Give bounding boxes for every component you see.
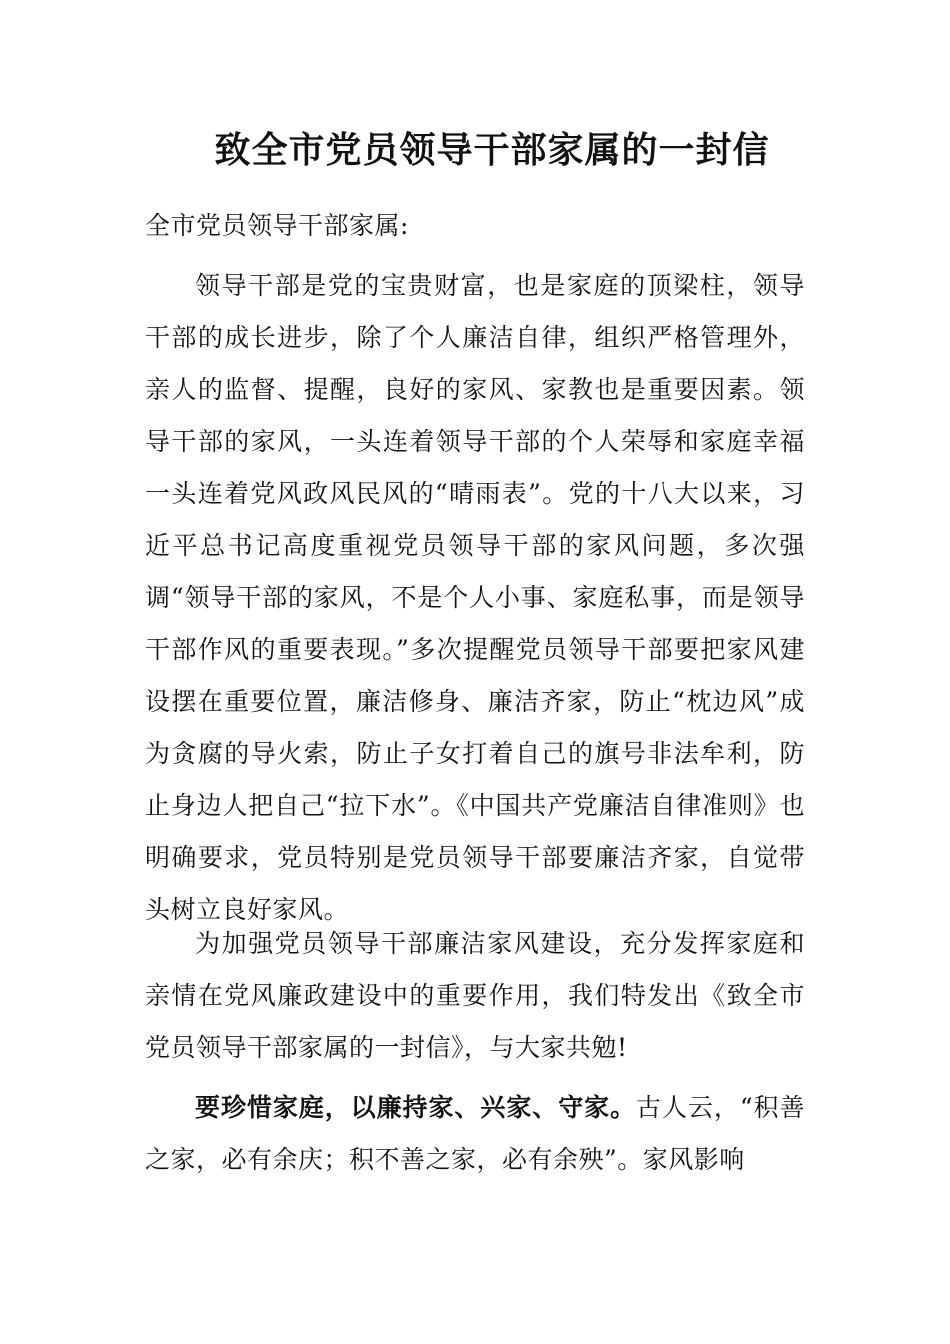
paragraph-3-text: 古人云，“积善之家，必有余庆；积不善之家，必有余殃”。家风影响 xyxy=(145,1093,805,1174)
salutation: 全市党员领导干部家属: xyxy=(145,211,409,240)
paragraph-3-heading: 要珍惜家庭，以廉持家、兴家、守家。 xyxy=(195,1093,637,1122)
paragraph-3 xyxy=(145,1082,805,1186)
document-title: 致全市党员领导干部家属的一封信 xyxy=(214,129,770,171)
paragraph-2: 为加强党员领导干部廉洁家风建设，充分发挥家庭和亲情在党风廉政建设中的重要作用，我们特发出《致全市党员领导干部家属的一封信》，与大家共勉! xyxy=(145,929,805,1062)
paragraph-1: 领导干部是党的宝贵财富，也是家庭的顶梁柱，领导干部的成长进步，除了个人廉洁自律，组织严格管理外，亲人的监督、提醒，良好的家风、家教也是重要因素。领导干部的家风，一头连着领导干部的个人荣辱和家庭幸福一头连着党风政风民风的“晴雨表”。党的十八大以来，习近平总书记高度重视党员领导干部的家风问题，多次强调“领导干部的家风，不是个人小事、家庭私事，而是领导干部作风的重要表现。”多次提醒党员领导干部要把家风建设摆在重要位置，廉洁修身、廉洁齐家，防止“枕边风”成为贪腐的导火索，防止子女打着自己的旗号非法牟利，防止身边人把自己“拉下水”。《中国共产党廉洁自律准则》也明确要求，党员特别是党员领导干部要廉洁齐家，自觉带头树立良好家风。 xyxy=(145,271,805,924)
